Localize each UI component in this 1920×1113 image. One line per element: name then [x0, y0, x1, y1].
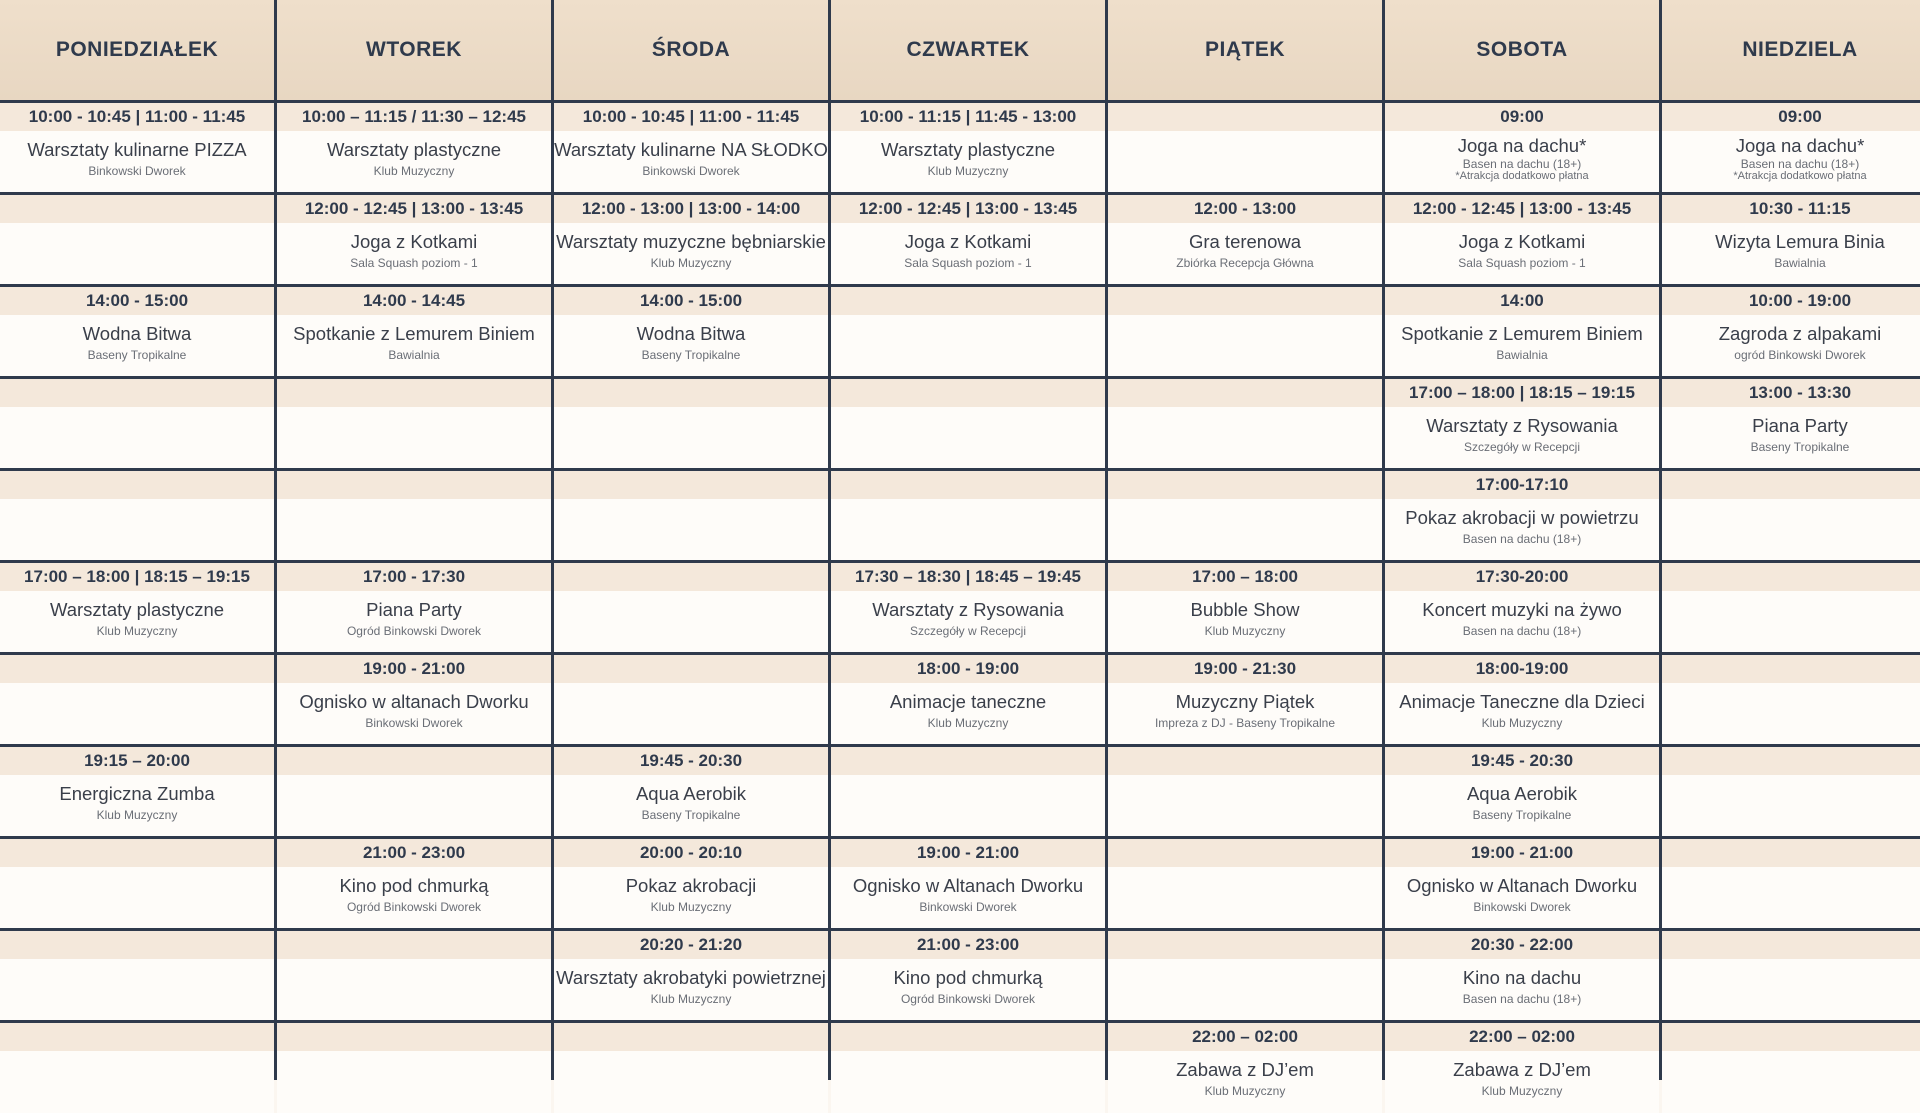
event-title: Warsztaty akrobatyki powietrznej — [556, 967, 826, 988]
event-location: Binkowski Dworek — [1473, 900, 1571, 914]
event-time — [1108, 931, 1382, 959]
schedule-cell — [1385, 839, 1659, 928]
schedule-cell — [1108, 195, 1382, 284]
event-location: Basen na dachu (18+) — [1462, 992, 1582, 1006]
schedule-cell — [0, 195, 274, 284]
event-time — [1108, 747, 1382, 775]
event-title: Kino na dachu — [1462, 967, 1582, 988]
event-time: 17:00 - 17:30 — [277, 563, 551, 591]
event-title: Ognisko w Altanach Dworku — [1406, 875, 1638, 896]
event-location: Basen na dachu (18+) — [1740, 157, 1860, 171]
event-location: Klub Muzyczny — [650, 992, 732, 1006]
schedule-cell — [1662, 379, 1920, 468]
event-title: Warsztaty kulinarne NA SŁODKO — [554, 139, 828, 160]
schedule-cell — [1662, 747, 1920, 836]
event-title: Spotkanie z Lemurem Biniem — [293, 323, 535, 344]
event-location: Baseny Tropikalne — [1472, 808, 1572, 822]
event-title: Joga z Kotkami — [904, 231, 1032, 252]
event-time — [277, 747, 551, 775]
event-time: 21:00 - 23:00 — [277, 839, 551, 867]
event-time — [554, 471, 828, 499]
event-location: Binkowski Dworek — [642, 164, 740, 178]
schedule-cell — [1662, 655, 1920, 744]
event-location: Baseny Tropikalne — [641, 808, 741, 822]
schedule-cell — [1385, 195, 1659, 284]
schedule-cell — [1108, 839, 1382, 928]
event-title: Wodna Bitwa — [82, 323, 192, 344]
event-title: Wodna Bitwa — [636, 323, 746, 344]
event-location: Impreza z DJ - Baseny Tropikalne — [1154, 716, 1336, 730]
event-title: Koncert muzyki na żywo — [1422, 599, 1622, 620]
schedule-cell — [1662, 103, 1920, 192]
event-time: 19:45 - 20:30 — [554, 747, 828, 775]
schedule-cell — [277, 1023, 551, 1113]
event-title: Joga z Kotkami — [350, 231, 478, 252]
event-time — [0, 655, 274, 683]
day-header-saturday: SOBOTA — [1385, 0, 1659, 100]
event-title: Zabawa z DJ’em — [1176, 1059, 1314, 1080]
day-header-thursday: CZWARTEK — [831, 0, 1105, 100]
schedule-cell — [831, 1023, 1105, 1113]
event-time: 19:00 - 21:00 — [1385, 839, 1659, 867]
event-time — [831, 379, 1105, 407]
event-title: Warsztaty plastyczne — [49, 599, 225, 620]
schedule-cell — [554, 839, 828, 928]
event-location: Baseny Tropikalne — [1750, 440, 1850, 454]
event-location: Binkowski Dworek — [365, 716, 463, 730]
event-time: 17:00 – 18:00 | 18:15 – 19:15 — [1385, 379, 1659, 407]
event-time — [1662, 471, 1920, 499]
event-title: Ognisko w altanach Dworku — [299, 691, 529, 712]
schedule-cell — [277, 195, 551, 284]
event-time — [554, 379, 828, 407]
event-title: Muzyczny Piątek — [1175, 691, 1315, 712]
event-location: Klub Muzyczny — [1204, 624, 1286, 638]
event-title: Animacje Taneczne dla Dzieci — [1399, 691, 1645, 712]
event-time — [0, 931, 274, 959]
schedule-cell — [554, 379, 828, 468]
schedule-cell — [831, 195, 1105, 284]
event-time: 10:00 - 11:15 | 11:45 - 13:00 — [831, 103, 1105, 131]
event-title: Aqua Aerobik — [635, 783, 747, 804]
event-location: Klub Muzyczny — [1481, 1084, 1563, 1098]
event-title: Bubble Show — [1190, 599, 1300, 620]
event-title: Piana Party — [1752, 415, 1848, 436]
schedule-cell — [1662, 931, 1920, 1020]
event-time — [831, 287, 1105, 315]
event-location: Bawialnia — [388, 348, 440, 362]
event-time: 19:00 - 21:00 — [277, 655, 551, 683]
schedule-cell — [277, 287, 551, 376]
event-time: 10:00 - 10:45 | 11:00 - 11:45 — [0, 103, 274, 131]
schedule-cell — [554, 471, 828, 560]
event-time — [554, 563, 828, 591]
event-location: Binkowski Dworek — [88, 164, 186, 178]
schedule-cell — [0, 563, 274, 652]
event-time: 09:00 — [1385, 103, 1659, 131]
event-location: Klub Muzyczny — [1204, 1084, 1286, 1098]
schedule-cell — [1108, 655, 1382, 744]
event-title: Warsztaty plastyczne — [326, 139, 502, 160]
schedule-cell — [831, 931, 1105, 1020]
schedule-cell — [1385, 747, 1659, 836]
schedule-cell — [554, 747, 828, 836]
event-location: Binkowski Dworek — [919, 900, 1017, 914]
schedule-cell — [0, 747, 274, 836]
schedule-cell — [1385, 1023, 1659, 1113]
event-title: Aqua Aerobik — [1466, 783, 1578, 804]
day-header-tuesday: WTOREK — [277, 0, 551, 100]
event-title: Ognisko w Altanach Dworku — [852, 875, 1084, 896]
event-time: 18:00-19:00 — [1385, 655, 1659, 683]
event-title: Pokaz akrobacji w powietrzu — [1405, 507, 1639, 528]
event-time — [831, 471, 1105, 499]
event-time — [1108, 471, 1382, 499]
event-location: Sala Squash poziom - 1 — [1458, 256, 1586, 270]
event-time: 10:00 - 10:45 | 11:00 - 11:45 — [554, 103, 828, 131]
event-time: 17:00 – 18:00 | 18:15 – 19:15 — [0, 563, 274, 591]
schedule-cell — [1108, 747, 1382, 836]
event-location: Klub Muzyczny — [650, 256, 732, 270]
schedule-cell — [1662, 471, 1920, 560]
schedule-cell — [1108, 931, 1382, 1020]
schedule-cell — [1662, 287, 1920, 376]
event-time — [1662, 655, 1920, 683]
schedule-cell — [831, 287, 1105, 376]
schedule-cell — [1108, 287, 1382, 376]
event-note: *Atrakcja dodatkowo płatna — [1455, 170, 1589, 182]
event-location: Baseny Tropikalne — [87, 348, 187, 362]
event-time: 19:00 - 21:00 — [831, 839, 1105, 867]
event-time: 13:00 - 13:30 — [1662, 379, 1920, 407]
event-time — [0, 379, 274, 407]
schedule-cell — [831, 103, 1105, 192]
schedule-cell — [831, 747, 1105, 836]
event-time: 17:30 – 18:30 | 18:45 – 19:45 — [831, 563, 1105, 591]
event-location: Klub Muzyczny — [96, 808, 178, 822]
event-time — [277, 471, 551, 499]
event-time: 12:00 - 12:45 | 13:00 - 13:45 — [831, 195, 1105, 223]
event-time: 22:00 – 02:00 — [1385, 1023, 1659, 1051]
schedule-cell — [1662, 563, 1920, 652]
event-time: 22:00 – 02:00 — [1108, 1023, 1382, 1051]
event-time: 17:00-17:10 — [1385, 471, 1659, 499]
event-time: 14:00 - 15:00 — [0, 287, 274, 315]
event-time — [1108, 379, 1382, 407]
schedule-cell — [0, 655, 274, 744]
event-time: 14:00 - 15:00 — [554, 287, 828, 315]
schedule-cell — [0, 287, 274, 376]
event-time — [831, 1023, 1105, 1051]
event-location: ogród Binkowski Dworek — [1734, 348, 1866, 362]
schedule-cell — [277, 931, 551, 1020]
event-time: 20:30 - 22:00 — [1385, 931, 1659, 959]
schedule-cell — [0, 839, 274, 928]
event-time — [1108, 839, 1382, 867]
schedule-cell — [277, 839, 551, 928]
schedule-cell — [1662, 195, 1920, 284]
event-title: Piana Party — [366, 599, 462, 620]
event-title: Pokaz akrobacji — [625, 875, 757, 896]
schedule-cell — [1108, 1023, 1382, 1113]
schedule-cell — [1385, 287, 1659, 376]
event-time — [1662, 839, 1920, 867]
event-time: 20:00 - 20:10 — [554, 839, 828, 867]
day-header-wednesday: ŚRODA — [554, 0, 828, 100]
event-location: Basen na dachu (18+) — [1462, 624, 1582, 638]
event-time — [1662, 563, 1920, 591]
event-location: Szczegóły w Recepcji — [1463, 440, 1581, 454]
event-title: Gra terenowa — [1188, 231, 1302, 252]
event-title: Energiczna Zumba — [59, 783, 215, 804]
schedule-cell — [831, 655, 1105, 744]
event-time — [554, 1023, 828, 1051]
event-time — [277, 931, 551, 959]
event-time: 17:30-20:00 — [1385, 563, 1659, 591]
event-time: 12:00 - 12:45 | 13:00 - 13:45 — [277, 195, 551, 223]
event-time: 18:00 - 19:00 — [831, 655, 1105, 683]
schedule-cell — [554, 1023, 828, 1113]
schedule-cell — [277, 563, 551, 652]
event-time: 12:00 - 13:00 — [1108, 195, 1382, 223]
event-title: Zabawa z DJ’em — [1453, 1059, 1591, 1080]
event-time — [1662, 747, 1920, 775]
event-title: Animacje taneczne — [889, 691, 1047, 712]
event-time — [554, 655, 828, 683]
event-title: Kino pod chmurką — [339, 875, 489, 896]
event-location: Basen na dachu (18+) — [1462, 157, 1582, 171]
event-time — [0, 1023, 274, 1051]
event-location: Klub Muzyczny — [650, 900, 732, 914]
event-location: Szczegóły w Recepcji — [909, 624, 1027, 638]
event-time: 10:00 – 11:15 / 11:30 – 12:45 — [277, 103, 551, 131]
event-time: 20:20 - 21:20 — [554, 931, 828, 959]
event-time: 17:00 – 18:00 — [1108, 563, 1382, 591]
event-time: 12:00 - 12:45 | 13:00 - 13:45 — [1385, 195, 1659, 223]
event-time: 14:00 — [1385, 287, 1659, 315]
event-time: 09:00 — [1662, 103, 1920, 131]
event-title: Warsztaty z Rysowania — [1426, 415, 1618, 436]
event-location: Klub Muzyczny — [373, 164, 455, 178]
schedule-cell — [831, 471, 1105, 560]
event-time — [0, 195, 274, 223]
event-time — [1662, 931, 1920, 959]
event-title: Joga z Kotkami — [1458, 231, 1586, 252]
schedule-cell — [831, 563, 1105, 652]
event-note: *Atrakcja dodatkowo płatna — [1733, 170, 1867, 182]
event-location: Basen na dachu (18+) — [1462, 532, 1582, 546]
event-location: Ogród Binkowski Dworek — [346, 900, 482, 914]
schedule-cell — [831, 839, 1105, 928]
event-title: Kino pod chmurką — [893, 967, 1043, 988]
schedule-cell — [1662, 1023, 1920, 1113]
event-location: Bawialnia — [1496, 348, 1548, 362]
schedule-cell — [554, 563, 828, 652]
schedule-cell — [831, 379, 1105, 468]
schedule-cell — [1108, 471, 1382, 560]
event-title: Warsztaty plastyczne — [880, 139, 1056, 160]
event-title: Spotkanie z Lemurem Biniem — [1401, 323, 1643, 344]
event-title: Wizyta Lemura Binia — [1715, 231, 1885, 252]
schedule-cell — [1385, 471, 1659, 560]
schedule-cell — [277, 655, 551, 744]
event-title: Warsztaty z Rysowania — [872, 599, 1064, 620]
schedule-cell — [277, 379, 551, 468]
event-time: 14:00 - 14:45 — [277, 287, 551, 315]
schedule-cell — [277, 103, 551, 192]
schedule-cell — [0, 931, 274, 1020]
schedule-cell — [1385, 931, 1659, 1020]
event-title: Zagroda z alpakami — [1718, 323, 1882, 344]
event-location: Zbiórka Recepcja Główna — [1176, 256, 1314, 270]
event-time — [0, 471, 274, 499]
schedule-cell — [1385, 379, 1659, 468]
event-time: 19:45 - 20:30 — [1385, 747, 1659, 775]
event-time: 21:00 - 23:00 — [831, 931, 1105, 959]
event-time: 19:00 - 21:30 — [1108, 655, 1382, 683]
schedule-cell — [554, 195, 828, 284]
event-time — [831, 747, 1105, 775]
schedule-cell — [1385, 563, 1659, 652]
event-time: 19:15 – 20:00 — [0, 747, 274, 775]
event-location: Klub Muzyczny — [96, 624, 178, 638]
schedule-cell — [554, 287, 828, 376]
event-time — [277, 379, 551, 407]
event-time — [277, 1023, 551, 1051]
event-location: Ogród Binkowski Dworek — [900, 992, 1036, 1006]
schedule-cell — [554, 655, 828, 744]
schedule-cell — [277, 471, 551, 560]
event-location: Sala Squash poziom - 1 — [350, 256, 478, 270]
event-location: Baseny Tropikalne — [641, 348, 741, 362]
event-time — [1662, 1023, 1920, 1051]
event-time: 10:00 - 19:00 — [1662, 287, 1920, 315]
schedule-cell — [554, 103, 828, 192]
event-time: 10:30 - 11:15 — [1662, 195, 1920, 223]
event-location: Bawialnia — [1774, 256, 1826, 270]
event-time: 12:00 - 13:00 | 13:00 - 14:00 — [554, 195, 828, 223]
event-location: Klub Muzyczny — [927, 164, 1009, 178]
day-header-sunday: NIEDZIELA — [1662, 0, 1920, 100]
schedule-cell — [1108, 563, 1382, 652]
schedule-cell — [1662, 839, 1920, 928]
event-title: Warsztaty kulinarne PIZZA — [27, 139, 247, 160]
schedule-cell — [1385, 103, 1659, 192]
schedule-cell — [277, 747, 551, 836]
schedule-cell — [0, 471, 274, 560]
schedule-cell — [1108, 379, 1382, 468]
event-title: Warsztaty muzyczne bębniarskie — [556, 231, 826, 252]
event-location: Klub Muzyczny — [927, 716, 1009, 730]
schedule-cell — [0, 103, 274, 192]
event-time — [0, 839, 274, 867]
schedule-cell — [554, 931, 828, 1020]
event-title: Joga na dachu* — [1457, 135, 1587, 156]
day-header-monday: PONIEDZIAŁEK — [0, 0, 274, 100]
schedule-cell — [1108, 103, 1382, 192]
schedule-cell — [0, 379, 274, 468]
event-location: Klub Muzyczny — [1481, 716, 1563, 730]
schedule-cell — [0, 1023, 274, 1113]
event-time — [1108, 287, 1382, 315]
event-location: Sala Squash poziom - 1 — [904, 256, 1032, 270]
event-location: Ogród Binkowski Dworek — [346, 624, 482, 638]
schedule-cell — [1385, 655, 1659, 744]
event-time — [1108, 103, 1382, 131]
day-header-friday: PIĄTEK — [1108, 0, 1382, 100]
event-title: Joga na dachu* — [1735, 135, 1865, 156]
